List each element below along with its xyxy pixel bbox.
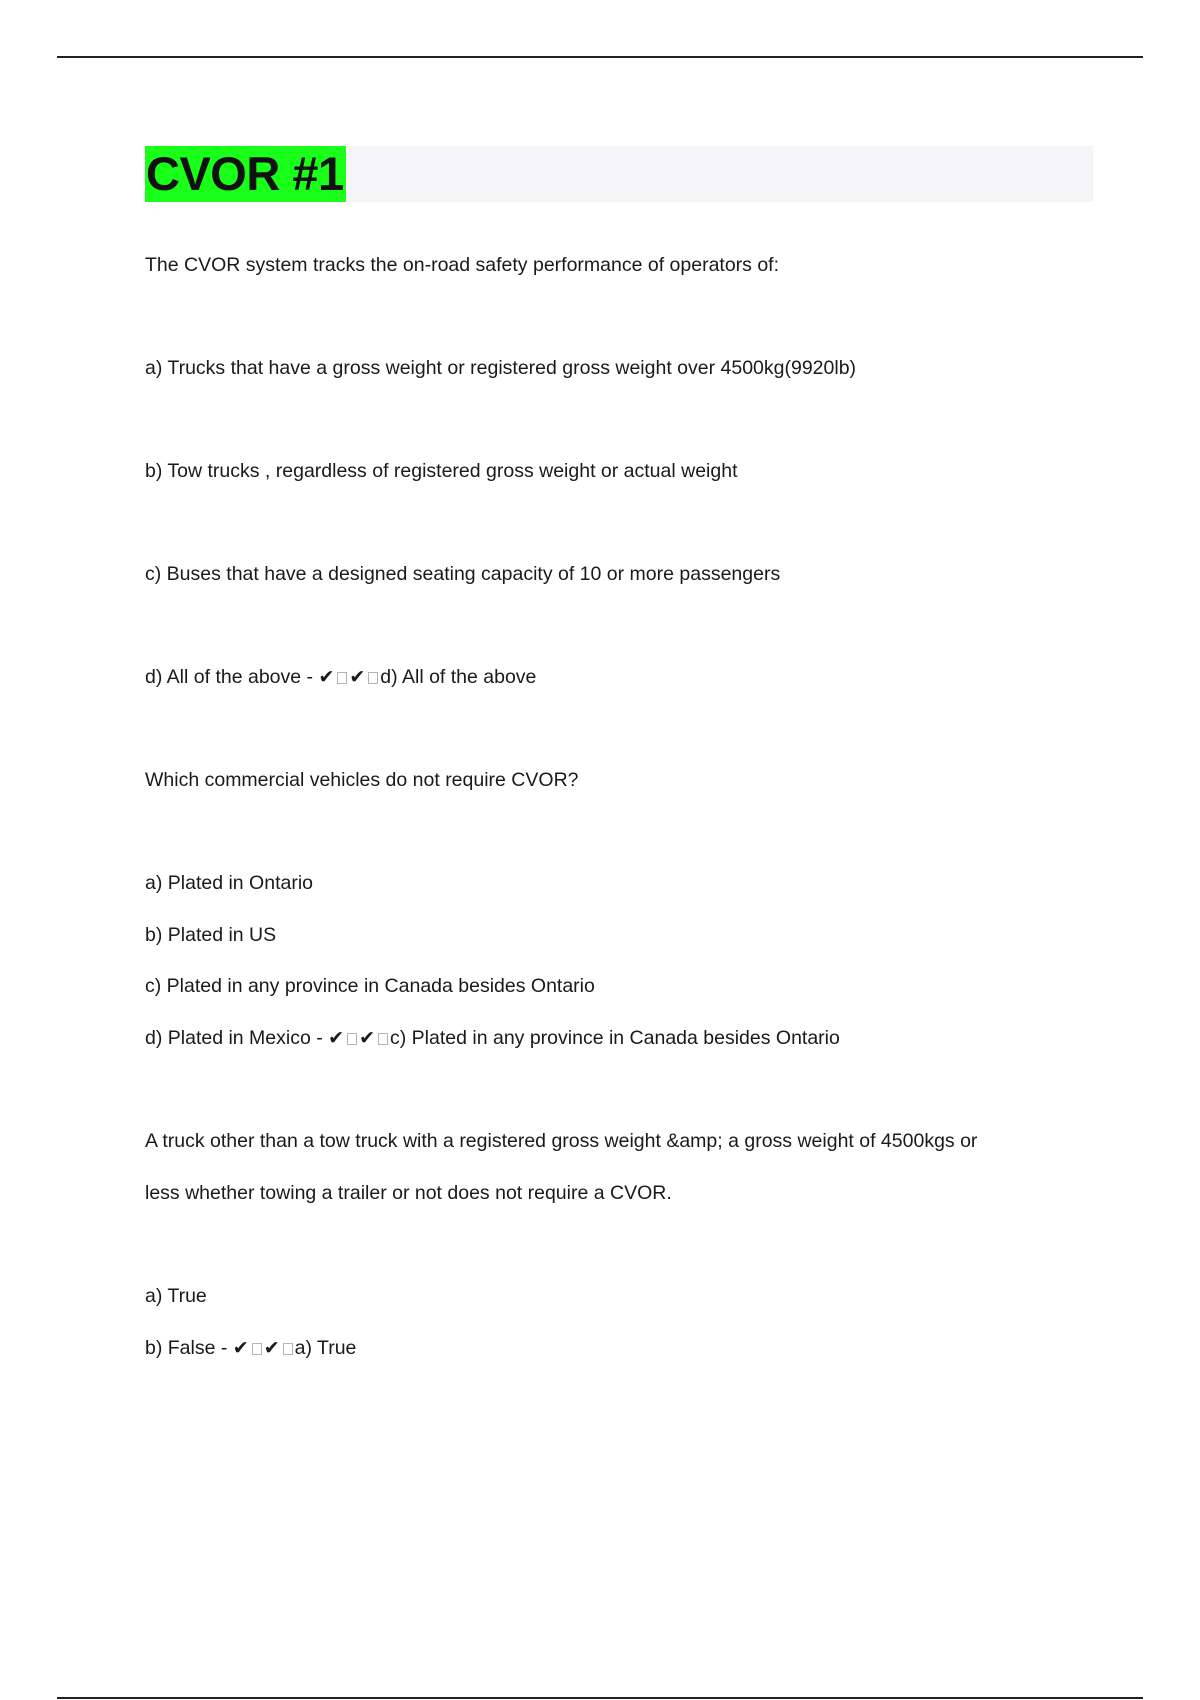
question-3-prompt-line-2: less whether towing a trailer or not does not require a CVOR. <box>145 1182 672 1204</box>
box-icon <box>368 672 378 684</box>
question-3-option-b: b) False - <box>145 1337 228 1359</box>
box-icon <box>347 1033 357 1045</box>
question-2-option-d: d) Plated in Mexico - <box>145 1027 323 1049</box>
check-icon: ✔ <box>359 1027 376 1049</box>
question-3-prompt-line-1: A truck other than a tow truck with a registered gross weight &amp; a gross weight of 4500kgs or <box>145 1130 978 1152</box>
question-1-option-b: b) Tow trucks , regardless of registered gross weight or actual weight <box>145 460 738 482</box>
question-3-answer-line <box>145 1336 356 1360</box>
box-icon <box>337 672 347 684</box>
question-1-option-d: d) All of the above - <box>145 666 314 688</box>
question-2-answer: c) Plated in any province in Canada besides Ontario <box>390 1027 840 1049</box>
box-icon <box>283 1343 293 1355</box>
bottom-rule <box>57 1697 1143 1699</box>
question-1-answer-line <box>145 665 536 689</box>
question-2-prompt: Which commercial vehicles do not require CVOR? <box>145 769 579 791</box>
box-icon <box>252 1343 262 1355</box>
document-title: CVOR #1 <box>146 147 344 200</box>
check-icon: ✔ <box>263 1337 280 1359</box>
question-1-option-a: a) Trucks that have a gross weight or registered gross weight over 4500kg(9920lb) <box>145 357 857 379</box>
question-2-option-a: a) Plated in Ontario <box>145 872 314 894</box>
check-icon: ✔ <box>232 1337 249 1359</box>
question-1-option-c: c) Buses that have a designed seating capacity of 10 or more passengers <box>145 563 781 585</box>
question-1-answer: d) All of the above <box>380 666 537 688</box>
question-3-answer: a) True <box>294 1337 357 1359</box>
question-2-answer-line <box>145 1026 840 1050</box>
check-icon: ✔ <box>318 666 335 688</box>
top-rule <box>57 56 1143 58</box>
question-2-option-b: b) Plated in US <box>145 924 277 946</box>
question-1-prompt: The CVOR system tracks the on-road safety performance of operators of: <box>145 254 780 276</box>
check-icon: ✔ <box>328 1027 345 1049</box>
check-icon: ✔ <box>349 666 366 688</box>
question-2-option-c: c) Plated in any province in Canada besides Ontario <box>145 975 595 997</box>
question-3-option-a: a) True <box>145 1285 207 1307</box>
box-icon <box>378 1033 388 1045</box>
